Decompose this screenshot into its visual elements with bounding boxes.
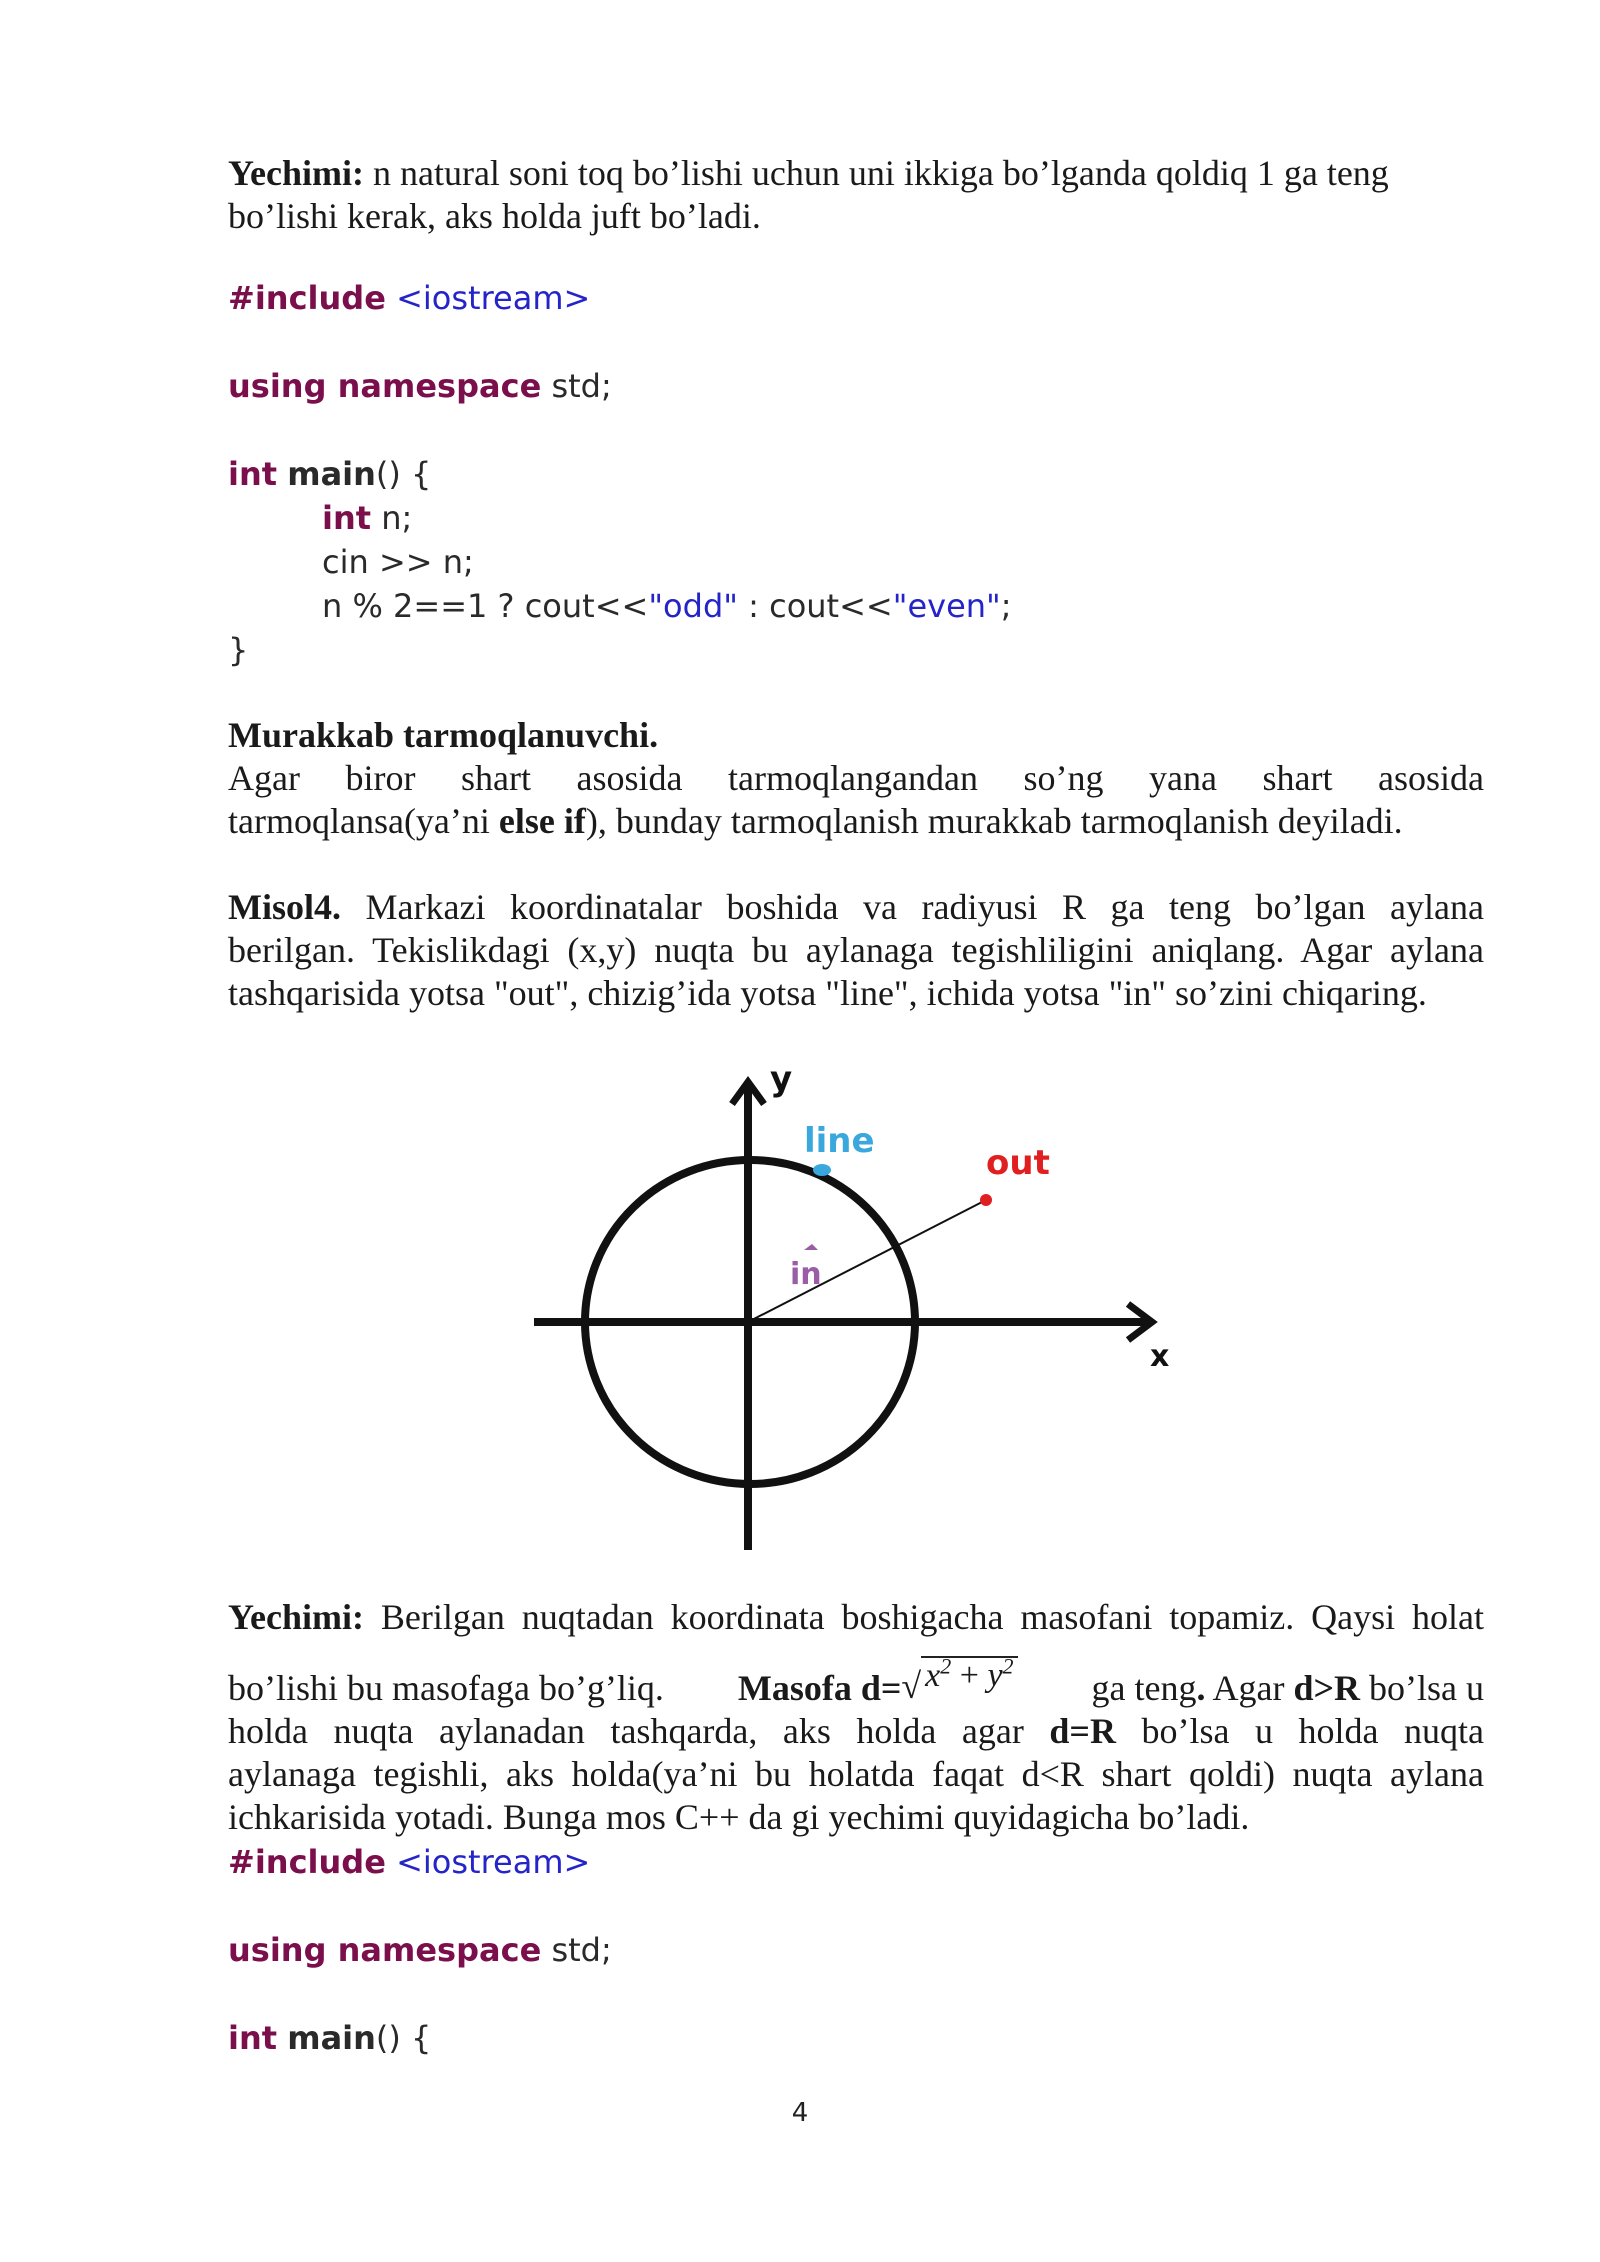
code-main-line (228, 454, 431, 494)
paragraph-text: tarmoqlansa(ya’ni (228, 801, 499, 841)
code-text: n % 2==1 ? cout<< (322, 587, 649, 625)
code-keyword: int (322, 499, 372, 537)
code-ternary-line (322, 586, 1012, 626)
paragraph-text: bo’lishi bu masofaga bo’g’liq. (228, 1668, 664, 1708)
code-using-line (228, 1930, 612, 1970)
solution-paragraph-2 (228, 1596, 1484, 1839)
paragraph-text: Agar biror shart asosida tarmoqlangandan so’ng yana shart asosida (228, 758, 1484, 798)
paragraph-text: holda nuqta aylanadan tashqarda, aks holda agar (228, 1711, 1050, 1751)
code-decl-line (322, 498, 412, 538)
code-string: "even" (892, 587, 1001, 625)
code-text: std; (541, 367, 612, 405)
masofa-label: Masofa d= (737, 1668, 902, 1708)
paragraph-text: Markazi koordinatalar boshida va radiyusi R ga teng bo’lgan aylana (365, 887, 1484, 927)
line-label: line (804, 1121, 875, 1161)
sqrt-sign-icon: √ (901, 1666, 922, 1706)
example-paragraph (228, 886, 1484, 1015)
code-header: <iostream> (396, 279, 591, 317)
out-point (980, 1194, 992, 1206)
section-paragraph (228, 714, 1484, 843)
in-point (804, 1244, 818, 1250)
code-header: <iostream> (396, 1843, 591, 1881)
code-include-line (228, 278, 590, 318)
paragraph-text: ga teng (1091, 1668, 1197, 1708)
paragraph-text: bo’lsa u holda nuqta (1115, 1711, 1484, 1751)
paragraph-text: ), bunday tarmoqlanish murakkab tarmoqlanish deyiladi. (585, 801, 1403, 841)
code-close-brace: } (228, 631, 249, 669)
x-axis-label: x (1150, 1339, 1170, 1374)
out-label: out (986, 1143, 1050, 1183)
y-axis-label: y (770, 1060, 793, 1099)
code-keyword: using namespace (228, 1931, 542, 1969)
code-keyword: #include (228, 279, 386, 317)
solution-label: Yechimi: (228, 153, 364, 193)
line-point (813, 1164, 831, 1176)
formula-line: bo’lishi bu masofaga bo’g’liq. Masofa d=√ $x^2 + y^2$ ga teng. Agar d>R bo’lsa u (228, 1653, 1484, 1708)
code-text: std; (541, 1931, 612, 1969)
solution-label: Yechimi: (228, 1597, 364, 1637)
solution-paragraph-1 (228, 152, 1484, 238)
code-using-line (228, 366, 612, 406)
code-keyword: int (228, 455, 278, 493)
code-keyword: int (228, 2019, 278, 2057)
code-string: "odd" (648, 587, 738, 625)
condition-bold: d>R (1293, 1668, 1361, 1708)
circle-coordinate-figure (520, 1060, 1180, 1560)
code-text: ; (1000, 587, 1012, 625)
paragraph-text: aylanaga tegishli, aks holda(ya’ni bu holatda faqat d<R shart qoldi) nuqta aylana (228, 1754, 1484, 1794)
code-keyword: using namespace (228, 367, 542, 405)
section-heading: Murakkab tarmoqlanuvchi. (228, 715, 659, 755)
paragraph-text: tashqarisida yotsa "out", chizig’ida yotsa "line", ichida yotsa "in" so’zini chiqaring. (228, 973, 1427, 1013)
paragraph-text: bo’lsa u (1360, 1668, 1484, 1708)
paragraph-text: ichkarisida yotadi. Bunga mos C++ da gi yechimi quyidagicha bo’ladi. (228, 1797, 1250, 1837)
code-main-line (228, 2018, 431, 2058)
code-function-name: main (287, 455, 376, 493)
code-include-line (228, 1842, 590, 1882)
code-keyword: #include (228, 1843, 386, 1881)
code-function-name: main (287, 2019, 376, 2057)
code-text: n; (371, 499, 413, 537)
paragraph-text: Berilgan nuqtadan koordinata boshigacha masofani topamiz. Qaysi holat (380, 1597, 1484, 1637)
page-number: 4 (791, 2098, 809, 2128)
in-label: in (790, 1257, 822, 1292)
paragraph-text: berilgan. Tekislikdagi (x,y) nuqta bu aylanaga tegishliligini aniqlang. Agar aylana (228, 930, 1484, 970)
distance-ray (748, 1200, 986, 1322)
condition-bold: d=R (1049, 1711, 1116, 1751)
paragraph-text: Agar (1205, 1668, 1294, 1708)
code-cin-line: cin >> n; (322, 543, 474, 581)
paragraph-text: n natural soni toq bo’lishi uchun uni ikkiga bo’lganda qoldiq 1 ga teng (372, 153, 1389, 193)
distance-formula: √ $x^2 + y^2$ (901, 1667, 1017, 1710)
code-text: : cout<< (737, 587, 893, 625)
paragraph-text: bo’lishi kerak, aks holda juft bo’ladi. (228, 196, 761, 236)
inline-bold-keyword: else if (498, 801, 586, 841)
code-text: () { (375, 2019, 432, 2057)
example-label: Misol4. (228, 887, 341, 927)
code-text: () { (375, 455, 432, 493)
